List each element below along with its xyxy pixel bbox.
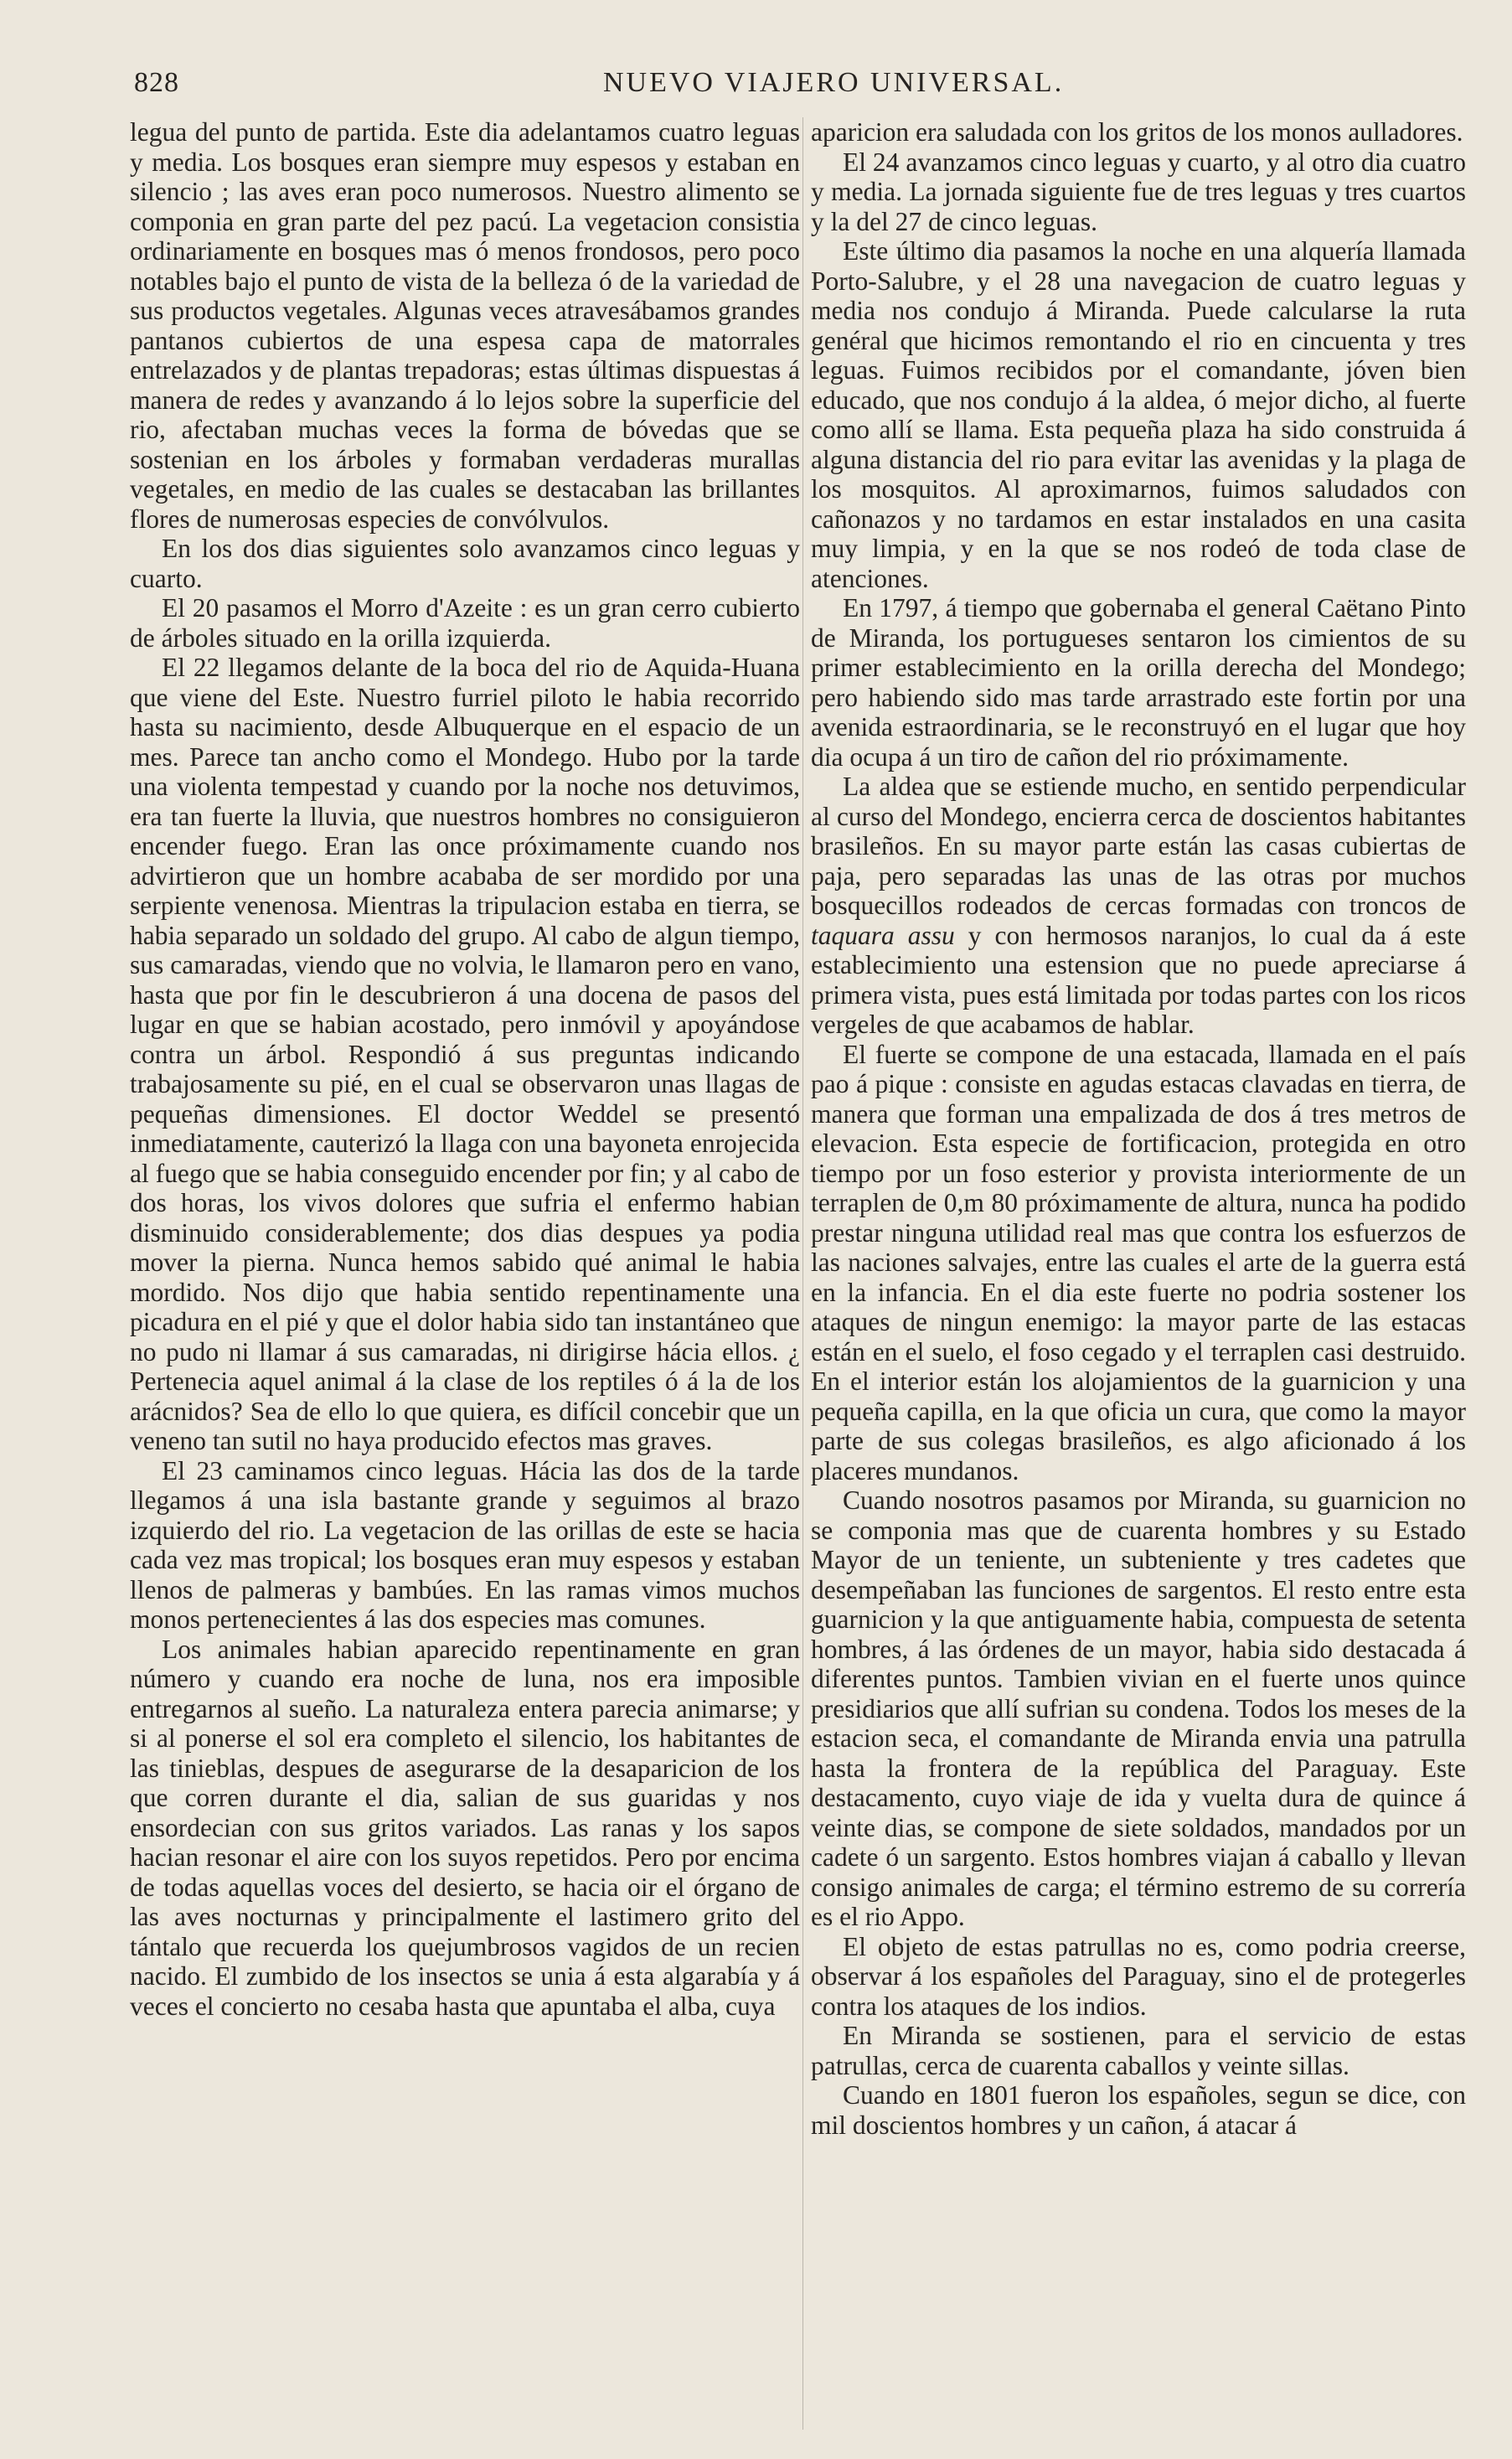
paragraph — [811, 772, 1466, 1040]
column-divider — [802, 117, 803, 2430]
italic-term: taquara assu — [811, 920, 955, 950]
paragraph-text: La aldea que se estiende mucho, en sentido perpendicular al curso del Mondego, encierra cerca de doscientos habitantes brasileños. En su mayor parte están las casas cubiertas de paja, pero separadas las unas de las otras por muchos bosquecillos rodeados de cercas formadas con troncos de — [811, 772, 1466, 920]
paragraph: El objeto de estas patrullas no es, como podria creerse, observar á los españoles del Paraguay, sino el de protegerles contra los ataques de los indios. — [811, 1931, 1466, 2021]
paragraph: Cuando en 1801 fueron los españoles, segun se dice, con mil doscientos hombres y un cañon, á atacar á — [811, 2080, 1466, 2140]
paragraph: El 23 caminamos cinco leguas. Hácia las dos de la tarde llegamos á una isla bastante grande y seguimos al brazo izquierdo del rio. La vegetacion de las orillas de este se hacia cada vez mas tropical; los bosques eran muy espesos y estaban llenos de palmeras y bambúes. En las ramas vimos muchos monos pertenecientes á las dos especies mas comunes. — [130, 1455, 800, 1634]
paragraph: Este último dia pasamos la noche en una alquería llamada Porto-Salubre, y el 28 una navegacion de cuatro leguas y media nos condujo á Miranda. Puede calcularse la ruta genéral que hicimos remontando el rio en cincuenta y tres leguas. Fuimos recibidos por el comandante, jóven bien educado, que nos condujo á la aldea, ó mejor dicho, al fuerte como allí se llama. Esta pequeña plaza ha sido construida á alguna distancia del rio para evitar las avenidas y la plaga de los mosquitos. Al aproximarnos, fuimos saludados con cañonazos y no tardamos en estar instalados en una casita muy limpia, y en la que se nos rodeó de toda clase de atenciones. — [811, 236, 1466, 593]
paragraph: El fuerte se compone de una estacada, llamada en el país pao á pique : consiste en agudas estacas clavadas en tierra, de manera que forman una empalizada de dos á tres metros de elevacion. Esta especie de fortificacion, protegida en otro tiempo por un foso esterior y provista interiormente de un terraplen de 0,m 80 próximamente de altura, nunca ha podido prestar ninguna utilidad real mas que contra los esfuerzos de las naciones salvajes, entre las cuales el arte de la guerra está en la infancia. En el dia este fuerte no podria sostener los ataques de ningun enemigo: la mayor parte de las estacas están en el suelo, el foso cegado y el terraplen casi destruido. En el interior están los alojamientos de la guarnicion y una pequeña capilla, en la que oficia un cura, que como la mayor parte de sus colegas brasileños, es algo aficionado á los placeres mundanos. — [811, 1039, 1466, 1485]
paragraph: Los animales habian aparecido repentinamente en gran número y cuando era noche de luna, nos era imposible entregarnos al sueño. La naturaleza entera parecia animarse; y si al ponerse el sol era completo el silencio, los habitantes de las tinieblas, despues de asegurarse de la desaparicion de los que corren durante el dia, salian de sus guaridas y nos ensordecian con sus gritos variados. Las ranas y los sapos hacian resonar el aire con los suyos repetidos. Pero por encima de todas aquellas voces del desierto, se hacia oir el órgano de las aves nocturnas y principalmente el lastimero grito del tántalo que recuerda los quejumbrosos vagidos de un recien nacido. El zumbido de los insectos se unia á esta algarabía y á veces el concierto no cesaba hasta que apuntaba el alba, cuya — [130, 1634, 800, 2021]
paragraph: En 1797, á tiempo que gobernaba el general Caëtano Pinto de Miranda, los portugueses sentaron los cimientos de su primer establecimiento en la orilla derecha del Mondego; pero habiendo sido mas tarde arrastrado este fortin por una avenida estraordinaria, se le reconstruyó en el lugar que hoy dia ocupa á un tiro de cañon del rio próximamente. — [811, 593, 1466, 772]
paragraph: En Miranda se sostienen, para el servicio de estas patrullas, cerca de cuarenta caballos y veinte sillas. — [811, 2021, 1466, 2080]
page-header — [134, 67, 1466, 109]
paragraph: aparicion era saludada con los gritos de los monos aulladores. — [811, 117, 1463, 147]
page-number: 828 — [134, 67, 179, 98]
paragraph: legua del punto de partida. Este dia adelantamos cuatro leguas y media. Los bosques eran siempre muy espesos y estaban en silencio ; las aves eran poco numerosos. Nuestro alimento se componia en gran parte del pez pacú. La vegetacion consistia ordinariamente en bosques mas ó menos frondosos, pero poco notables bajo el punto de vista de la belleza ó de la variedad de sus productos vegetales. Algunas veces atravesábamos grandes pantanos cubiertos de una espesa capa de matorrales entrelazados y de plantas trepadoras; estas últimas dispuestas á manera de redes y avanzando á lo lejos sobre la superficie del rio, afectaban muchas veces la forma de bóvedas que se sostenian en los árboles y formaban verdaderas murallas vegetales, en medio de las cuales se destacaban las brillantes flores de numerosas especies de convólvulos. — [130, 117, 800, 534]
paragraph: El 24 avanzamos cinco leguas y cuarto, y al otro dia cuatro y media. La jornada siguiente fue de tres leguas y tres cuartos y la del 27 de cinco leguas. — [811, 147, 1466, 236]
left-column — [130, 117, 800, 2430]
running-title: NUEVO VIAJERO UNIVERSAL. — [603, 67, 1065, 98]
paragraph: El 20 pasamos el Morro d'Azeite : es un gran cerro cubierto de árboles situado en la orilla izquierda. — [130, 593, 800, 653]
paragraph: Cuando nosotros pasamos por Miranda, su guarnicion no se componia mas que de cuarenta hombres y su Estado Mayor de un teniente, un subteniente y tres cadetes que desempeñaban las funciones de sargentos. El resto entre esta guarnicion y la que antiguamente habia, compuesta de setenta hombres, á las órdenes de un mayor, habia sido destacada á diferentes puntos. Tambien vivian en el fuerte unos quince presidiarios que allí sufrian su condena. Todos los meses de la estacion seca, el comandante de Miranda envia una patrulla hasta la frontera de la república del Paraguay. Este destacamento, cuyo viaje de ida y vuelta dura de quince á veinte dias, se compone de siete soldados, mandados por un cadete ó un sargento. Estos hombres viajan á caballo y llevan consigo animales de carga; el término estremo de su correría es el rio Appo. — [811, 1485, 1466, 1931]
paragraph: En los dos dias siguientes solo avanzamos cinco leguas y cuarto. — [130, 534, 800, 593]
paragraph: El 22 llegamos delante de la boca del rio de Aquida-Huana que viene del Este. Nuestro furriel piloto le habia recorrido hasta su nacimiento, desde Albuquerque en el espacio de un mes. Parece tan ancho como el Mondego. Hubo por la tarde una violenta tempestad y cuando por la noche nos detuvimos, era tan fuerte la lluvia, que nuestros hombres no consiguieron encender fuego. Eran las once próximamente cuando nos advirtieron que un hombre acababa de ser mordido por una serpiente venenosa. Mientras la tripulacion estaba en tierra, se habia separado un soldado del grupo. Al cabo de algun tiempo, sus camaradas, viendo que no volvia, le llamaron pero en vano, hasta que por fin le descubrieron á una docena de pasos del lugar en que se habian acostado, pero inmóvil y apoyándose contra un árbol. Respondió á sus preguntas indicando trabajosamente su pié, en el cual se observaron unas llagas de pequeñas dimensiones. El doctor Weddel se presentó inmediatamente, cauterizó la llaga con una bayoneta enrojecida al fuego que se habia conseguido encender por fin; y al cabo de dos horas, los vivos dolores que sufria el enfermo habian disminuido considerablemente; dos dias despues ya podia mover la pierna. Nunca hemos sabido qué animal le habia mordido. Nos dijo que habia sentido repentinamente una picadura en el pié y que el dolor habia sido tan instantáneo que no pudo ni llamar á sus camaradas, ni dirigirse hácia ellos. ¿ Pertenecia aquel animal á la clase de los reptiles ó á la de los arácnidos? Sea de ello lo que quiera, es difícil concebir que un veneno tan sutil no haya producido efectos mas graves. — [130, 653, 800, 1455]
right-column — [811, 117, 1466, 2430]
paragraph-text: y con hermosos naranjos, lo cual da á este establecimiento una estension que no puede apreciarse á primera vista, pues está limitada por todas partes con los ricos vergeles de que acabamos de hablar. — [811, 920, 1466, 1039]
